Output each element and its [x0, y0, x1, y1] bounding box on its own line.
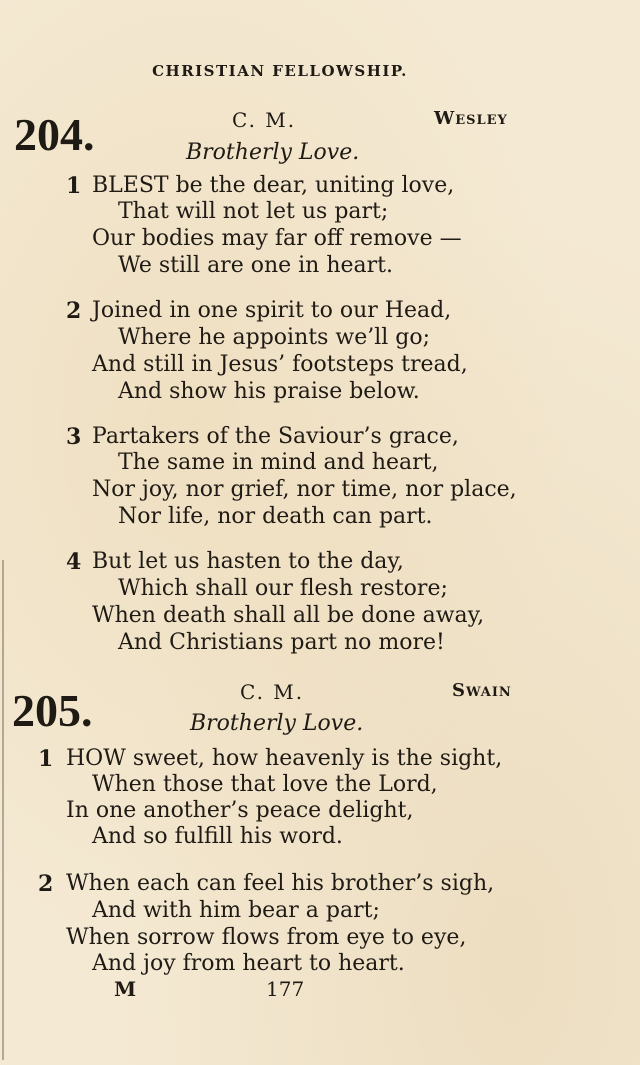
- verse-line: Where he appoints we’ll go;: [118, 325, 431, 350]
- verse-line: But let us hasten to the day,: [92, 549, 404, 574]
- verse-line: Partakers of the Saviour’s grace,: [92, 424, 459, 449]
- hymn-composer: Swain: [452, 680, 512, 701]
- verse-number: 1: [38, 746, 54, 772]
- page-number: 177: [266, 977, 305, 1001]
- verse-line: BLEST be the dear, uniting love,: [92, 173, 455, 198]
- hymn-meter: C. M.: [232, 108, 297, 132]
- verse-line: And Christians part no more!: [118, 630, 445, 655]
- verse-line: Which shall our flesh restore;: [118, 576, 448, 601]
- verse-line: HOW sweet, how heavenly is the sight,: [66, 746, 503, 771]
- verse-line: Nor joy, nor grief, nor time, nor place,: [92, 477, 517, 502]
- verse-line: And show his praise below.: [118, 379, 420, 404]
- verse-line: When each can feel his brother’s sigh,: [66, 871, 495, 896]
- hymn-title: Brotherly Love.: [186, 140, 360, 165]
- verse-line: In one another’s peace delight,: [66, 798, 414, 823]
- verse-line: Nor life, nor death can part.: [118, 504, 433, 529]
- verse-line: Joined in one spirit to our Head,: [92, 298, 452, 323]
- verse-line: And joy from heart to heart.: [92, 951, 405, 976]
- verse-line: That will not let us part;: [118, 199, 389, 224]
- signature-mark: M: [114, 977, 137, 1001]
- hymn-composer: Wesley: [434, 108, 508, 129]
- verse-line: Our bodies may far off remove —: [92, 226, 462, 251]
- verse-line: And still in Jesus’ footsteps tread,: [92, 352, 468, 377]
- verse-line: The same in mind and heart,: [118, 450, 439, 475]
- hymn-number: 204.: [14, 109, 95, 160]
- verse-line: And with him bear a part;: [92, 898, 380, 923]
- verse-line: When those that love the Lord,: [92, 772, 438, 797]
- verse-line: When sorrow flows from eye to eye,: [66, 925, 467, 950]
- verse-line: And so fulfill his word.: [92, 824, 343, 849]
- verse-number: 1: [66, 173, 82, 199]
- hymn-title: Brotherly Love.: [190, 711, 364, 736]
- page-edge-shadow: [2, 560, 4, 1060]
- hymn-number: 205.: [12, 685, 93, 736]
- verse-number: 4: [66, 549, 82, 575]
- verse-number: 2: [66, 298, 82, 324]
- running-head: CHRISTIAN FELLOWSHIP.: [152, 62, 408, 80]
- hymn-meter: C. M.: [240, 680, 305, 704]
- verse-number: 3: [66, 424, 82, 450]
- verse-line: When death shall all be done away,: [92, 603, 485, 628]
- verse-line: We still are one in heart.: [118, 253, 393, 278]
- verse-number: 2: [38, 871, 54, 897]
